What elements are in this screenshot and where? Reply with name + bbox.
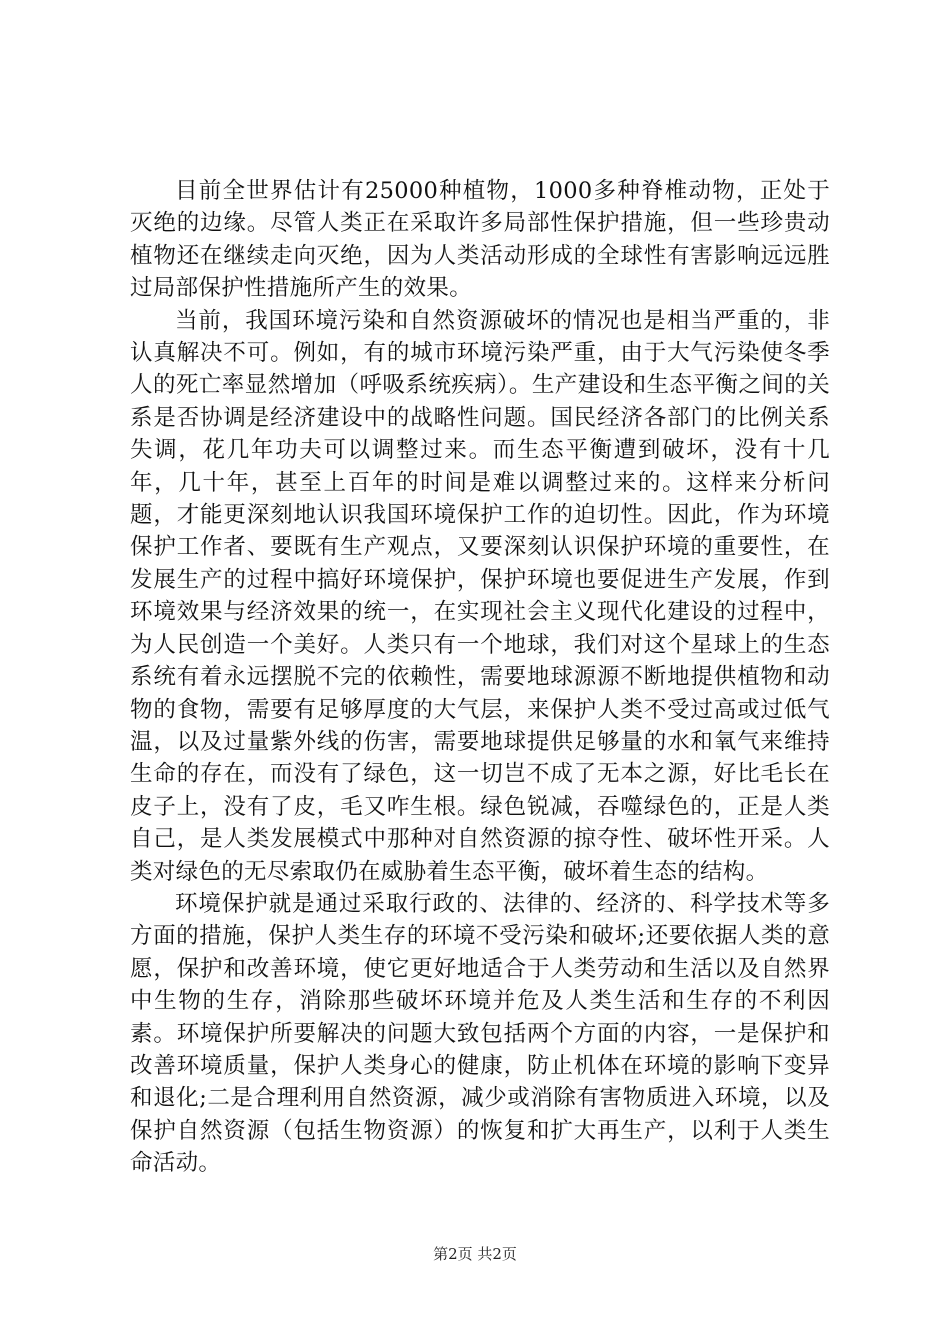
paragraph-3: 环境保护就是通过采取行政的、法律的、经济的、科学技术等多方面的措施，保护人类生存的环境不受污染和破坏;还要依据人类的意愿，保护和改善环境，使它更好地适合于人类劳动和生活以及自然界中生物的生存，消除那些破坏环境并危及人类生活和生存的不利因素。环境保护所要解决的问题大致包括两个方面的内容，一是保护和改善环境质量，保护人类身心的健康，防止机体在环境的影响下变异和退化;二是合理利用自然资源，减少或消除有害物质进入环境，以及保护自然资源（包括生物资源）的恢复和扩大再生产，以利于人类生命活动。 bbox=[130, 890, 830, 1177]
page-footer: 第2页 共2页 bbox=[433, 1245, 517, 1263]
paragraph-2: 当前，我国环境污染和自然资源破坏的情况也是相当严重的，非认真解决不可。例如，有的城市环境污染严重，由于大气污染使冬季人的死亡率显然增加（呼吸系统疾病）。生产建设和生态平衡之间的关系是否协调是经济建设中的战略性问题。国民经济各部门的比例关系失调，花几年功夫可以调整过来。而生态平衡遭到破坏，没有十几年，几十年，甚至上百年的时间是难以调整过来的。这样来分析问题，才能更深刻地认识我国环境保护工作的迫切性。因此，作为环境保护工作者、要既有生产观点，又要深刻认识保护环境的重要性，在发展生产的过程中搞好环境保护，保护环境也要促进生产发展，作到环境效果与经济效果的统一，在实现社会主义现代化建设的过程中，为人民创造一个美好。人类只有一个地球，我们对这个星球上的生态系统有着永远摆脱不完的依赖性，需要地球源源不断地提供植物和动物的食物，需要有足够厚度的大气层，来保护人类不受过高或过低气温，以及过量紫外线的伤害，需要地球提供足够量的水和氧气来维持生命的存在，而没有了绿色，这一切岂不成了无本之源，好比毛长在皮子上，没有了皮，毛又咋生根。绿色锐减，吞噬绿色的，正是人类自己，是人类发展模式中那种对自然资源的掠夺性、破坏性开采。人类对绿色的无尽索取仍在威胁着生态平衡，破坏着生态的结构。 bbox=[130, 307, 830, 885]
paragraph-1: 目前全世界估计有25000种植物，1000多种脊椎动物，正处于灭绝的边缘。尽管人类正在采取许多局部性保护措施，但一些珍贵动植物还在继续走向灭绝，因为人类活动形成的全球性有害影响远远胜过局部保护性措施所产生的效果。 bbox=[130, 178, 830, 302]
body-text bbox=[130, 175, 830, 1180]
